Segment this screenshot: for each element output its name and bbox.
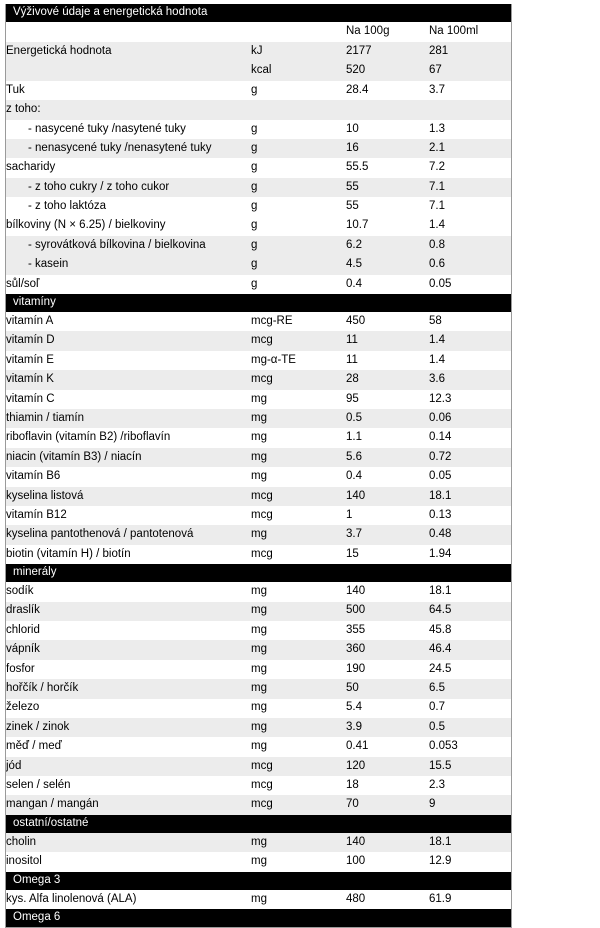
nutrient-name: vitamín E <box>6 351 251 370</box>
section-header-row <box>6 564 511 582</box>
table-row <box>6 776 511 795</box>
nutrient-name: jód <box>6 757 251 776</box>
value-per-100ml: 7.1 <box>429 178 511 197</box>
value-per-100ml: 1.4 <box>429 217 511 236</box>
nutrient-name: vitamín D <box>6 331 251 350</box>
column-header-per-100ml: Na 100ml <box>429 22 511 42</box>
value-per-100g: 5.6 <box>346 448 429 467</box>
value-per-100g: 450 <box>346 312 429 331</box>
nutrient-name: - syrovátková bílkovina / bielkovina <box>6 236 251 255</box>
table-row <box>6 890 511 909</box>
nutrient-name: vápník <box>6 640 251 659</box>
nutrient-unit: kJ <box>251 42 346 61</box>
value-per-100g: 520 <box>346 61 429 80</box>
value-per-100g: 140 <box>346 833 429 852</box>
value-per-100g: 28.4 <box>346 81 429 100</box>
table-row <box>6 409 511 428</box>
value-per-100g: 5.4 <box>346 699 429 718</box>
section-header-row <box>6 294 511 312</box>
nutrient-unit: mcg <box>251 487 346 506</box>
value-per-100g <box>346 100 429 119</box>
table-row <box>6 640 511 659</box>
value-per-100ml: 18.1 <box>429 833 511 852</box>
value-per-100g: 3.7 <box>346 525 429 544</box>
section-header-label: vitamíny <box>6 294 511 312</box>
value-per-100ml: 64.5 <box>429 602 511 621</box>
nutrient-name: - kasein <box>6 255 251 274</box>
nutrition-facts-panel <box>5 4 512 928</box>
table-row <box>6 331 511 350</box>
panel-title-row <box>6 4 511 22</box>
value-per-100g: 355 <box>346 621 429 640</box>
value-per-100ml: 281 <box>429 42 511 61</box>
nutrient-name: bílkoviny (N × 6.25) / bielkoviny <box>6 217 251 236</box>
value-per-100g: 190 <box>346 660 429 679</box>
table-row <box>6 370 511 389</box>
nutrient-name: draslík <box>6 602 251 621</box>
nutrient-name: měď / meď <box>6 737 251 756</box>
nutrient-name: inositol <box>6 852 251 871</box>
section-header-row <box>6 872 511 890</box>
table-row <box>6 42 511 61</box>
value-per-100g: 55 <box>346 197 429 216</box>
value-per-100ml: 1.3 <box>429 120 511 139</box>
column-header-row <box>6 22 511 42</box>
table-row <box>6 506 511 525</box>
nutrient-name: mangan / mangán <box>6 795 251 814</box>
table-row <box>6 525 511 544</box>
value-per-100ml: 24.5 <box>429 660 511 679</box>
nutrient-name <box>6 61 251 80</box>
nutrient-unit <box>251 100 346 119</box>
value-per-100ml: 0.05 <box>429 467 511 486</box>
nutrient-name: - nenasycené tuky /nenasytené tuky <box>6 139 251 158</box>
table-row <box>6 312 511 331</box>
column-header-unit <box>251 22 346 42</box>
nutrient-name: kys. Alfa linolenová (ALA) <box>6 890 251 909</box>
nutrient-name: - z toho laktóza <box>6 197 251 216</box>
value-per-100ml: 7.1 <box>429 197 511 216</box>
value-per-100ml: 2.1 <box>429 139 511 158</box>
nutrient-unit: g <box>251 255 346 274</box>
value-per-100ml: 58 <box>429 312 511 331</box>
value-per-100ml: 3.7 <box>429 81 511 100</box>
nutrient-name: - nasycené tuky /nasytené tuky <box>6 120 251 139</box>
value-per-100ml: 0.13 <box>429 506 511 525</box>
nutrient-unit: mcg-RE <box>251 312 346 331</box>
value-per-100g: 10 <box>346 120 429 139</box>
value-per-100ml: 0.6 <box>429 255 511 274</box>
nutrient-unit: mg <box>251 679 346 698</box>
table-row <box>6 621 511 640</box>
section-header-label: ostatní/ostatné <box>6 815 511 833</box>
table-row <box>6 158 511 177</box>
table-row <box>6 487 511 506</box>
nutrient-unit: g <box>251 178 346 197</box>
value-per-100g: 11 <box>346 331 429 350</box>
value-per-100g: 11 <box>346 351 429 370</box>
nutrient-name: vitamín C <box>6 390 251 409</box>
table-row <box>6 718 511 737</box>
table-row <box>6 833 511 852</box>
table-row <box>6 428 511 447</box>
nutrient-unit: mcg <box>251 506 346 525</box>
nutrient-unit: mg <box>251 699 346 718</box>
nutrient-unit: mg-α-TE <box>251 351 346 370</box>
value-per-100ml: 1.94 <box>429 545 511 564</box>
table-row <box>6 390 511 409</box>
value-per-100ml: 9 <box>429 795 511 814</box>
table-row <box>6 275 511 294</box>
nutrient-unit: mg <box>251 602 346 621</box>
value-per-100ml: 12.3 <box>429 390 511 409</box>
section-header-row <box>6 909 511 927</box>
nutrient-name: kyselina pantothenová / pantotenová <box>6 525 251 544</box>
value-per-100g: 6.2 <box>346 236 429 255</box>
nutrient-unit: mg <box>251 409 346 428</box>
value-per-100ml: 1.4 <box>429 331 511 350</box>
nutrient-unit: g <box>251 197 346 216</box>
value-per-100g: 55.5 <box>346 158 429 177</box>
nutrient-unit: mcg <box>251 757 346 776</box>
value-per-100ml: 0.8 <box>429 236 511 255</box>
value-per-100g: 0.4 <box>346 467 429 486</box>
value-per-100g: 1.1 <box>346 428 429 447</box>
nutrient-unit: mcg <box>251 331 346 350</box>
table-row <box>6 582 511 601</box>
table-row <box>6 236 511 255</box>
value-per-100g: 1 <box>346 506 429 525</box>
value-per-100g: 70 <box>346 795 429 814</box>
value-per-100g: 55 <box>346 178 429 197</box>
nutrient-unit: mg <box>251 448 346 467</box>
value-per-100g: 28 <box>346 370 429 389</box>
value-per-100g: 500 <box>346 602 429 621</box>
nutrient-name: z toho: <box>6 100 251 119</box>
table-row <box>6 852 511 871</box>
nutrient-unit: g <box>251 158 346 177</box>
nutrient-name: vitamín A <box>6 312 251 331</box>
value-per-100ml: 0.7 <box>429 699 511 718</box>
nutrient-unit: g <box>251 139 346 158</box>
value-per-100g: 0.41 <box>346 737 429 756</box>
value-per-100ml: 45.8 <box>429 621 511 640</box>
value-per-100ml: 46.4 <box>429 640 511 659</box>
nutrient-name: zinek / zinok <box>6 718 251 737</box>
table-row <box>6 795 511 814</box>
nutrient-name: niacin (vitamín B3) / niacín <box>6 448 251 467</box>
section-header-label: Omega 6 <box>6 909 511 927</box>
column-header-per-100g: Na 100g <box>346 22 429 42</box>
value-per-100ml: 7.2 <box>429 158 511 177</box>
nutrient-name: hořčík / horčík <box>6 679 251 698</box>
value-per-100g: 16 <box>346 139 429 158</box>
table-row <box>6 178 511 197</box>
table-row <box>6 679 511 698</box>
nutrient-unit: mcg <box>251 545 346 564</box>
nutrient-name: biotin (vitamín H) / biotín <box>6 545 251 564</box>
value-per-100ml: 12.9 <box>429 852 511 871</box>
table-row <box>6 255 511 274</box>
nutrient-name: thiamin / tiamín <box>6 409 251 428</box>
nutrient-unit: g <box>251 217 346 236</box>
nutrient-unit: mg <box>251 467 346 486</box>
nutrient-name: vitamín B6 <box>6 467 251 486</box>
value-per-100ml: 0.05 <box>429 275 511 294</box>
nutrition-table <box>6 4 511 927</box>
value-per-100ml: 18.1 <box>429 582 511 601</box>
table-row <box>6 699 511 718</box>
value-per-100g: 100 <box>346 852 429 871</box>
nutrient-unit: g <box>251 275 346 294</box>
value-per-100ml: 0.14 <box>429 428 511 447</box>
nutrient-name: sůl/soľ <box>6 275 251 294</box>
value-per-100g: 140 <box>346 487 429 506</box>
section-header-label: Omega 3 <box>6 872 511 890</box>
value-per-100g: 50 <box>346 679 429 698</box>
nutrient-unit: mcg <box>251 370 346 389</box>
value-per-100ml: 61.9 <box>429 890 511 909</box>
nutrient-name: sacharidy <box>6 158 251 177</box>
table-row <box>6 737 511 756</box>
value-per-100ml: 1.4 <box>429 351 511 370</box>
value-per-100g: 95 <box>346 390 429 409</box>
nutrient-unit: mg <box>251 390 346 409</box>
table-row <box>6 757 511 776</box>
nutrient-unit: mcg <box>251 776 346 795</box>
nutrient-name: vitamín B12 <box>6 506 251 525</box>
section-header-label: minerály <box>6 564 511 582</box>
table-row <box>6 81 511 100</box>
value-per-100ml: 3.6 <box>429 370 511 389</box>
nutrient-unit: mg <box>251 718 346 737</box>
nutrient-unit: g <box>251 120 346 139</box>
nutrient-name: vitamín K <box>6 370 251 389</box>
nutrient-name: cholin <box>6 833 251 852</box>
value-per-100g: 0.4 <box>346 275 429 294</box>
table-row <box>6 467 511 486</box>
value-per-100ml: 0.06 <box>429 409 511 428</box>
table-row <box>6 139 511 158</box>
value-per-100g: 10.7 <box>346 217 429 236</box>
nutrient-unit: mg <box>251 833 346 852</box>
table-row <box>6 448 511 467</box>
table-row <box>6 100 511 119</box>
nutrient-unit: mg <box>251 582 346 601</box>
section-header-row <box>6 815 511 833</box>
nutrient-name: Tuk <box>6 81 251 100</box>
nutrient-name: Energetická hodnota <box>6 42 251 61</box>
value-per-100ml <box>429 100 511 119</box>
nutrient-unit: g <box>251 81 346 100</box>
value-per-100g: 140 <box>346 582 429 601</box>
nutrient-unit: g <box>251 236 346 255</box>
panel-title: Výživové údaje a energetická hodnota <box>6 4 511 22</box>
nutrient-name: selen / selén <box>6 776 251 795</box>
nutrient-name: fosfor <box>6 660 251 679</box>
value-per-100ml: 18.1 <box>429 487 511 506</box>
value-per-100g: 480 <box>346 890 429 909</box>
nutrient-unit: mg <box>251 660 346 679</box>
nutrient-name: - z toho cukry / z toho cukor <box>6 178 251 197</box>
value-per-100g: 360 <box>346 640 429 659</box>
value-per-100ml: 67 <box>429 61 511 80</box>
value-per-100g: 4.5 <box>346 255 429 274</box>
nutrient-unit: mg <box>251 852 346 871</box>
value-per-100ml: 15.5 <box>429 757 511 776</box>
nutrient-unit: mg <box>251 428 346 447</box>
value-per-100ml: 0.72 <box>429 448 511 467</box>
table-row <box>6 217 511 236</box>
table-row <box>6 351 511 370</box>
table-row <box>6 120 511 139</box>
value-per-100g: 18 <box>346 776 429 795</box>
nutrient-unit: kcal <box>251 61 346 80</box>
nutrient-unit: mcg <box>251 795 346 814</box>
table-row <box>6 61 511 80</box>
value-per-100ml: 0.5 <box>429 718 511 737</box>
nutrient-unit: mg <box>251 525 346 544</box>
table-row <box>6 602 511 621</box>
nutrient-unit: mg <box>251 890 346 909</box>
nutrient-unit: mg <box>251 640 346 659</box>
nutrient-name: železo <box>6 699 251 718</box>
table-row <box>6 197 511 216</box>
value-per-100ml: 6.5 <box>429 679 511 698</box>
value-per-100g: 15 <box>346 545 429 564</box>
nutrient-name: kyselina listová <box>6 487 251 506</box>
value-per-100g: 0.5 <box>346 409 429 428</box>
nutrient-name: chlorid <box>6 621 251 640</box>
column-header-name <box>6 22 251 42</box>
value-per-100g: 2177 <box>346 42 429 61</box>
nutrient-name: sodík <box>6 582 251 601</box>
nutrient-name: riboflavin (vitamín B2) /riboflavín <box>6 428 251 447</box>
value-per-100g: 120 <box>346 757 429 776</box>
nutrient-unit: mg <box>251 737 346 756</box>
value-per-100ml: 2.3 <box>429 776 511 795</box>
value-per-100ml: 0.053 <box>429 737 511 756</box>
table-row <box>6 660 511 679</box>
table-row <box>6 545 511 564</box>
value-per-100g: 3.9 <box>346 718 429 737</box>
value-per-100ml: 0.48 <box>429 525 511 544</box>
nutrient-unit: mg <box>251 621 346 640</box>
